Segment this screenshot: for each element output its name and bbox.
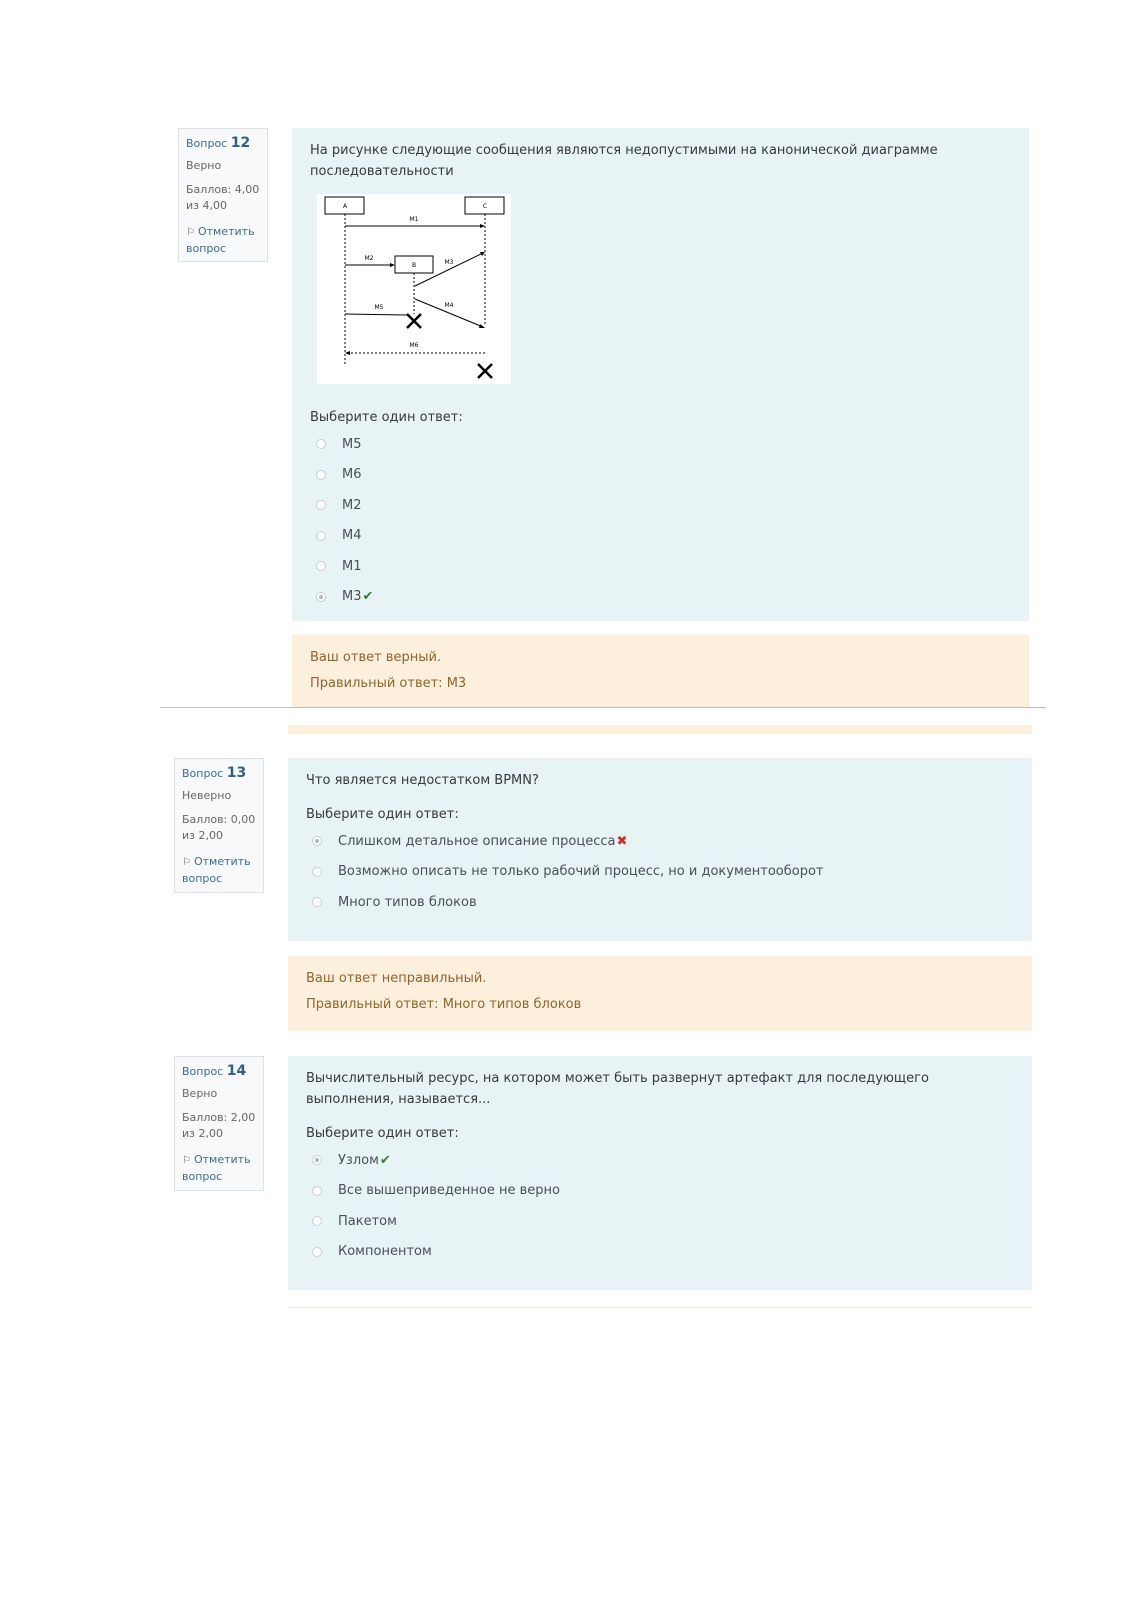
page-break-line xyxy=(160,707,1046,708)
question-feedback-13 xyxy=(288,956,1032,1031)
sequence-diagram-image xyxy=(317,194,511,384)
radio-button-selected[interactable] xyxy=(312,1155,322,1165)
answer-label: Все вышеприведенное не верно xyxy=(338,1183,560,1199)
question-info-14 xyxy=(174,1056,264,1191)
answer-option[interactable] xyxy=(306,887,1014,918)
answer-label: M4 xyxy=(342,528,362,544)
answer-label: Узлом xyxy=(338,1152,379,1168)
lifeline-a-label: A xyxy=(342,203,348,210)
right-answer-text: Правильный ответ: Много типов блоков xyxy=(306,997,582,1012)
answer-label: Компонентом xyxy=(338,1244,432,1260)
radio-button[interactable] xyxy=(316,439,326,449)
flag-question-label: Отметить вопрос xyxy=(186,225,255,255)
question-number: Вопрос 14 xyxy=(182,1063,247,1079)
feedback-text: Ваш ответ верный. xyxy=(310,650,442,665)
radio-button[interactable] xyxy=(312,1247,322,1257)
answer-option[interactable] xyxy=(310,429,1011,460)
answer-option[interactable] xyxy=(306,1237,1014,1268)
answer-label: M5 xyxy=(342,436,362,452)
radio-button[interactable] xyxy=(312,1186,322,1196)
answer-option[interactable] xyxy=(310,460,1011,491)
radio-button[interactable] xyxy=(312,867,322,877)
answer-option-selected[interactable] xyxy=(306,1145,1014,1176)
flag-icon: ⚐ xyxy=(182,857,191,868)
flag-question-label: Отметить вопрос xyxy=(182,1153,251,1183)
answer-option[interactable] xyxy=(310,521,1011,552)
answer-option-selected[interactable] xyxy=(310,582,1011,613)
answer-label: M2 xyxy=(342,497,362,513)
answer-label: M6 xyxy=(342,467,362,483)
correct-check-icon: ✔ xyxy=(379,1152,391,1168)
question-formulation-12 xyxy=(292,128,1029,621)
question-state: Верно xyxy=(186,159,222,172)
answer-option[interactable] xyxy=(310,551,1011,582)
question-grade: Баллов: 0,00 из 2,00 xyxy=(182,813,256,842)
flag-question-link[interactable] xyxy=(182,1152,256,1185)
radio-button[interactable] xyxy=(312,1216,322,1226)
answer-label: Слишком детальное описание процесса xyxy=(338,833,616,849)
question-feedback-12 xyxy=(292,635,1029,708)
question-formulation-14 xyxy=(288,1056,1032,1290)
flag-question-link[interactable] xyxy=(186,224,260,257)
right-answer-text: Правильный ответ: M3 xyxy=(310,676,467,691)
flag-icon: ⚐ xyxy=(186,227,195,238)
message-m5 xyxy=(345,314,407,315)
question-formulation-13 xyxy=(288,758,1032,941)
answer-prompt: Выберите один ответ: xyxy=(306,1126,459,1141)
lifeline-b-label: B xyxy=(411,262,417,269)
question-state: Неверно xyxy=(182,789,232,802)
question-text: Вычислительный ресурс, на котором может быть развернут артефакт для последующего выполнения, называется... xyxy=(306,1071,929,1107)
answer-option[interactable] xyxy=(306,857,1014,888)
question-number: Вопрос 12 xyxy=(186,135,251,151)
incorrect-cross-icon: ✖ xyxy=(616,833,628,849)
radio-button[interactable] xyxy=(316,531,326,541)
answer-label: M1 xyxy=(342,558,362,574)
question-grade: Баллов: 2,00 из 2,00 xyxy=(182,1111,256,1140)
message-m6-label: M6 xyxy=(409,342,419,349)
answer-option[interactable] xyxy=(306,1176,1014,1207)
message-m1-label: M1 xyxy=(409,216,419,223)
flag-icon: ⚐ xyxy=(182,1155,191,1166)
answer-label: Много типов блоков xyxy=(338,894,477,910)
radio-button[interactable] xyxy=(316,561,326,571)
answer-option[interactable] xyxy=(306,1206,1014,1237)
question-text: На рисунке следующие сообщения являются недопустимыми на канонической диаграмме последовательности xyxy=(310,143,938,179)
radio-button[interactable] xyxy=(316,500,326,510)
answer-prompt: Выберите один ответ: xyxy=(306,807,459,822)
message-m5-label: M5 xyxy=(374,304,384,311)
radio-button-selected[interactable] xyxy=(316,592,326,602)
radio-button[interactable] xyxy=(316,470,326,480)
feedback-strip-remnant xyxy=(288,725,1032,734)
radio-button[interactable] xyxy=(312,897,322,907)
message-m4-label: M4 xyxy=(444,302,454,309)
feedback-text: Ваш ответ неправильный. xyxy=(306,971,487,986)
question-number: Вопрос 13 xyxy=(182,765,247,781)
question-state: Верно xyxy=(182,1087,218,1100)
message-m3 xyxy=(415,253,483,286)
flag-question-label: Отметить вопрос xyxy=(182,855,251,885)
message-m2-label: M2 xyxy=(364,255,374,262)
answer-prompt: Выберите один ответ: xyxy=(310,410,463,425)
answer-label: M3 xyxy=(342,589,362,605)
answer-option-selected[interactable] xyxy=(306,826,1014,857)
question-info-12 xyxy=(178,128,268,262)
lifeline-c-label: C xyxy=(482,203,488,210)
question-info-13 xyxy=(174,758,264,893)
message-m3-label: M3 xyxy=(444,259,454,266)
answer-option[interactable] xyxy=(310,490,1011,521)
question-grade: Баллов: 4,00 из 4,00 xyxy=(186,183,260,212)
answer-label: Возможно описать не только рабочий процесс, но и документооборот xyxy=(338,864,824,880)
answer-label: Пакетом xyxy=(338,1213,397,1229)
correct-check-icon: ✔ xyxy=(362,589,374,605)
question-text: Что является недостатком BPMN? xyxy=(306,773,539,788)
flag-question-link[interactable] xyxy=(182,854,256,887)
question-bottom-rule xyxy=(288,1307,1032,1308)
radio-button-selected[interactable] xyxy=(312,836,322,846)
